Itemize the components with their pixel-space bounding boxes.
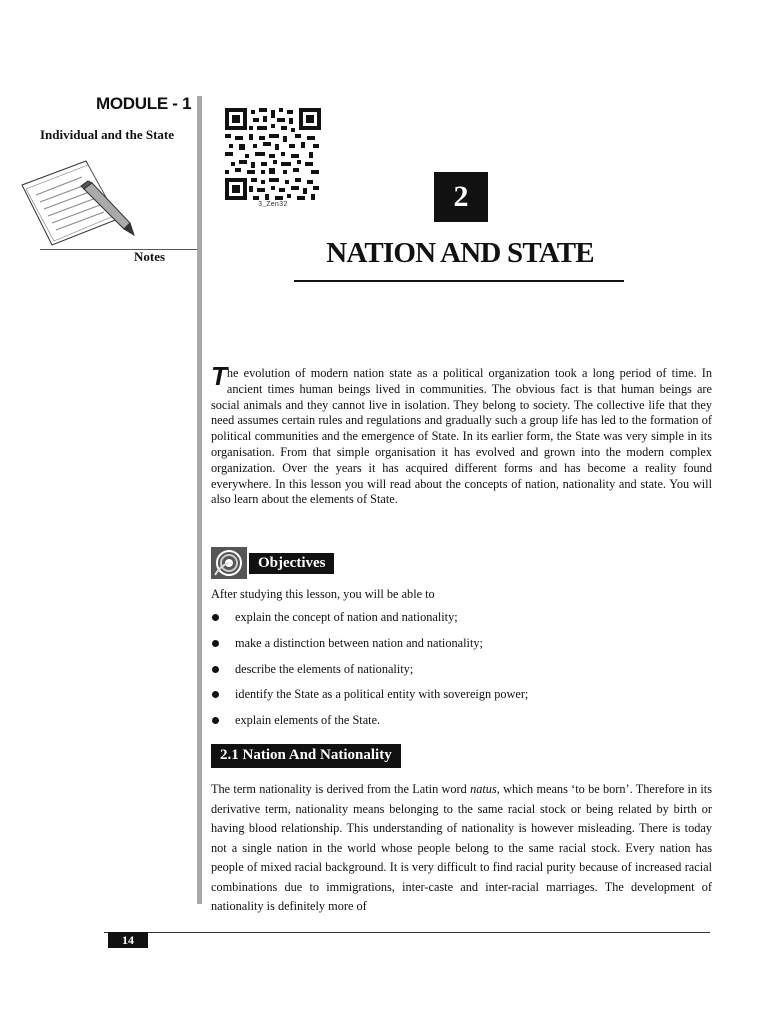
page-number: 14 (108, 932, 148, 948)
objectives-heading: Objectives (249, 553, 334, 574)
section-body (211, 780, 712, 917)
margin-bar (197, 96, 202, 904)
list-item-text: explain elements of the State. (235, 713, 381, 728)
title-underline (294, 280, 624, 282)
section-text: which means ‘to be born’. Therefore in its derivative term, nationality means belonging to the same racial stock or being related by birth or having blood relationship. This understanding of nationality is however misleading. There is today not a single nation in the world whose people belong to the same racial stock. Every nation has people of mixed racial background. It is very difficult to find racial purity because of increased racial combinations due to immigrations, inter-caste and inter-racial marriages. The development of nationality is definitely more of (211, 782, 712, 913)
objectives-list (211, 610, 528, 739)
list-item-text: explain the concept of nation and nationality; (235, 610, 458, 624)
drop-cap: T (211, 361, 227, 391)
module-label: MODULE - 1 (96, 94, 192, 113)
bullet-icon (212, 640, 219, 647)
chapter-title: NATION AND STATE (326, 237, 594, 269)
bullet-icon (212, 666, 219, 673)
list-item (211, 687, 528, 713)
bullet-icon (212, 717, 219, 724)
intro-text: he evolution of modern nation state as a political organization took a long period of time. In ancient times human beings lived in communities. The obvious fact is that human beings are social animals and they cannot live in isolation. They belong to society. The collective life that they need assumes certain rules and regulations and gradually such a group life has led to the formation of political communities and the emergence of State. In its earlier form, the State was very simple in its organisation. From that simple organisation it has evolved and grown into the modern complex organization. Over the years it has acquired different forms and has become a reality found everywhere. In this lesson you will read about the concepts of nation, nationality and state. You will also learn about the elements of State. (211, 366, 712, 507)
bullet-icon (212, 614, 219, 621)
module-subtitle: Individual and the State (40, 127, 175, 142)
section-text: The term nationality is derived from the Latin word (211, 782, 471, 796)
section-heading: 2.1 Nation And Nationality (211, 744, 401, 768)
latin-term: natus, (470, 782, 500, 796)
qr-caption: 3_Zen32 (258, 201, 288, 209)
list-item-text: make a distinction between nation and nationality; (235, 635, 483, 650)
list-item (211, 610, 528, 636)
list-item (211, 636, 528, 662)
notes-label: Notes (134, 249, 166, 264)
list-item (211, 713, 528, 739)
notepad-pencil-icon (18, 155, 136, 247)
footer-rule (104, 932, 710, 933)
list-item-text: describe the elements of nationality; (235, 661, 414, 676)
chapter-number: 2 (434, 172, 488, 222)
list-item (211, 662, 528, 688)
notes-divider (40, 249, 198, 250)
objectives-target-icon (211, 547, 247, 579)
objectives-lead: After studying this lesson, you will be able to (211, 587, 435, 601)
bullet-icon (212, 691, 219, 698)
qr-code-icon[interactable] (225, 108, 321, 200)
intro-paragraph (211, 361, 712, 508)
list-item-text: identify the State as a political entity with sovereign power; (235, 687, 529, 702)
